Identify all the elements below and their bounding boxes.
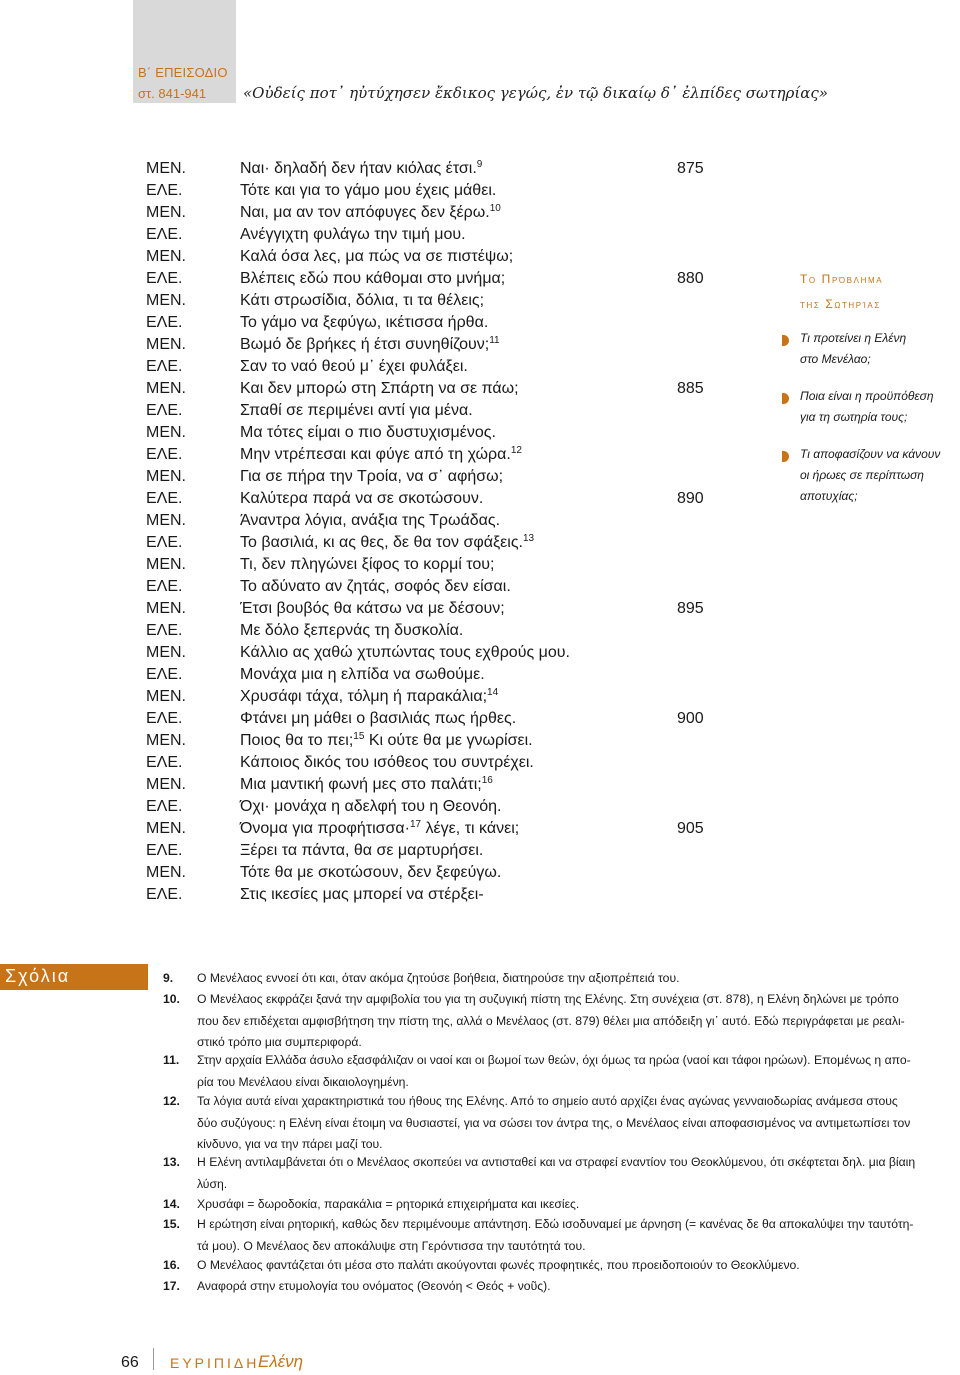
verse-text: Και δεν μπορώ στη Σπάρτη να σε πάω; — [240, 380, 519, 397]
line-number: 890 — [677, 490, 704, 507]
verse-text: Μην ντρέπεσαι και φύγε από τη χώρα.$^{12}$ — [240, 445, 522, 463]
speaker: ΜΕΝ. — [146, 776, 186, 793]
verse-text: Άναντρα λόγια, ανάξια της Τρωάδας. — [240, 512, 501, 529]
speaker: ΜΕΝ. — [146, 292, 186, 309]
speaker: ΕΛΕ. — [146, 490, 183, 507]
speaker: ΜΕΝ. — [146, 336, 186, 353]
scholio: 10. Ο Μενέλαος εκφράζει ξανά την αμφιβολία του για τη συζυγική πίστη της Ελένης. Στη συνέχεια (στ. 878), η Ελένη δηλώνει με τρόπο που δεν επιδέχεται αμφισβήτηση την πίστη της, αλλά ο Μενέλαος (στ. 879) θέλει μια απόδειξη γι᾽ αυτό. Εδώ περιγράφεται με ρεαλι- στικό τρόπο μια συμπεριφορά. — [163, 992, 905, 1049]
scholio: 16. Ο Μενέλαος φαντάζεται ότι μέσα στο παλάτι ακούγονται φωνές προφητικές, που προειδοποιούν το Θεοκλύμενο. — [163, 1258, 800, 1272]
footnote-ref: 10 — [489, 203, 501, 214]
speaker: ΕΛΕ. — [146, 226, 183, 243]
speaker: ΜΕΝ. — [146, 600, 186, 617]
verse-text: Χρυσάφι τάχα, τόλμη ή παρακάλια;$^{14}$ — [240, 687, 499, 705]
speaker: ΕΛΕ. — [146, 710, 183, 727]
verse-text: Τι, δεν πληγώνει ξίφος το κορμί του; — [240, 556, 495, 573]
line-number: 905 — [677, 820, 704, 837]
speaker: ΕΛΕ. — [146, 798, 183, 815]
sidebar-question: Τι αποφασίζουν να κάνουν οι ήρωες σε περίπτωση αποτυχίας; — [782, 444, 954, 507]
speaker: ΕΛΕ. — [146, 886, 183, 903]
verse-text: Τότε και για το γάμο μου έχεις μάθει. — [240, 182, 497, 199]
line-number: 895 — [677, 600, 704, 617]
speaker: ΜΕΝ. — [146, 248, 186, 265]
line-number: 885 — [677, 380, 704, 397]
footnote-ref: 13 — [523, 533, 535, 544]
footnote-ref: 11 — [489, 335, 500, 346]
verse-range: στ. 841-941 — [138, 86, 207, 101]
footer-author: ΕΥΡΙΠΙΔΗ — [170, 1355, 260, 1371]
scholio: 14. Χρυσάφι = δωροδοκία, παρακάλια = ρητορικά επιχειρήματα και ικεσίες. — [163, 1197, 580, 1211]
verse-text: Σπαθί σε περιμένει αντί για μένα. — [240, 402, 473, 419]
speaker: ΜΕΝ. — [146, 644, 186, 661]
page-number: 66 — [121, 1354, 139, 1371]
verse-text: Καλύτερα παρά να σε σκοτώσουν. — [240, 490, 484, 507]
verse-text: Τότε θα με σκοτώσουν, δεν ξεφεύγω. — [240, 864, 502, 881]
line-number: 880 — [677, 270, 704, 287]
speaker: ΜΕΝ. — [146, 160, 186, 177]
verse-text: Όνομα για προφήτισσα·$^{17}$ λέγε, τι κάνει; — [240, 819, 520, 837]
verse-text: Κάλλιο ας χαθώ χτυπώντας τους εχθρούς μου. — [240, 644, 570, 661]
speaker: ΕΛΕ. — [146, 314, 183, 331]
scholio: 11. Στην αρχαία Ελλάδα άσυλο εξασφάλιζαν οι ναοί και οι βωμοί των θεών, όχι όμως τα ηρώα (ναοί και τάφοι ηρώων). Επομένως η απο- ρία του Μενέλαου είναι δικαιολογημένη. — [163, 1053, 911, 1089]
speaker: ΕΛΕ. — [146, 270, 183, 287]
footnote-ref: 17 — [409, 819, 422, 830]
verse-text: Στις ικεσίες μας μπορεί να στέρξει- — [240, 886, 484, 903]
speaker: ΕΛΕ. — [146, 666, 183, 683]
verse-text: Ναι· δηλαδή δεν ήταν κιόλας έτσι.$^9$ — [240, 159, 483, 177]
verse-text: Το βασιλιά, κι ας θες, δε θα τον σφάξεις.$^{13}$ — [240, 533, 535, 551]
verse-text: Βλέπεις εδώ που κάθομαι στο μνήμα; — [240, 270, 506, 287]
speaker: ΕΛΕ. — [146, 402, 183, 419]
speaker: ΕΛΕ. — [146, 534, 183, 551]
episode-label: Β΄ ΕΠΕΙΣΟΔΙΟ — [138, 65, 228, 80]
epigraph-quote: «Οὐδείς ποτ᾽ ηὐτύχησεν ἔκδικος γεγώς, ἐν τῷ δικαίῳ δ᾽ ἐλπίδες σωτηρίας» — [243, 84, 828, 102]
verse-text: Βωμό δε βρήκες ή έτσι συνηθίζουν;$^{11}$ — [240, 335, 500, 353]
verse-text: Ναι, μα αν τον απόφυγες δεν ξέρω.$^{10}$ — [240, 203, 501, 221]
verse-text: Σαν το ναό θεού μ᾽ έχει φυλάξει. — [240, 358, 468, 375]
verse-text: Κάτι στρωσίδια, δόλια, τι τα θέλεις; — [240, 292, 485, 309]
speaker: ΕΛΕ. — [146, 842, 183, 859]
verse-text: Το αδύνατο αν ζητάς, σοφός δεν είσαι. — [240, 578, 511, 595]
verse-text: Φτάνει μη μάθει ο βασιλιάς πως ήρθες. — [240, 710, 517, 727]
verse-text: Μια μαντική φωνή μες στο παλάτι;$^{16}$ — [240, 775, 493, 793]
verse-text: Μα τότες είμαι ο πιο δυστυχισμένος. — [240, 424, 496, 441]
speaker: ΕΛΕ. — [146, 622, 183, 639]
verse-text: Καλά όσα λες, μα πώς να σε πιστέψω; — [240, 248, 514, 265]
speaker: ΜΕΝ. — [146, 380, 186, 397]
sidebar-question: Τι προτείνει η Ελένη στο Μενέλαο; — [782, 328, 954, 370]
speaker: ΜΕΝ. — [146, 820, 186, 837]
sidebar-question: Ποια είναι η προϋπόθεση για τη σωτηρία τους; — [782, 386, 954, 428]
speaker: ΜΕΝ. — [146, 688, 186, 705]
scholio: 13. Η Ελένη αντιλαμβάνεται ότι ο Μενέλαος σκοπεύει να αντισταθεί και να στραφεί εναντίον του Θεοκλύμενου, ότι σκέφτεται δηλ. μια βίαιη λύση. — [163, 1155, 916, 1191]
verse-text: Ξέρει τα πάντα, θα σε μαρτυρήσει. — [240, 842, 484, 859]
speaker: ΕΛΕ. — [146, 182, 183, 199]
speaker: ΕΛΕ. — [146, 358, 183, 375]
footnote-ref: 14 — [487, 687, 499, 698]
verse-text: Έτσι βουβός θα κάτσω να με δέσουν; — [240, 600, 505, 617]
speaker: ΜΕΝ. — [146, 864, 186, 881]
footnote-ref: 15 — [353, 731, 365, 742]
line-number: 875 — [677, 160, 704, 177]
verse-text: Όχι· μονάχα η αδελφή του η Θεονόη. — [240, 798, 502, 815]
scholio: 17. Αναφορά στην ετυμολογία του ονόματος (Θεονόη < Θεός + νοῦς). — [163, 1279, 551, 1293]
speaker: ΜΕΝ. — [146, 204, 186, 221]
sidebar-title: της Σωτηρίας — [800, 297, 881, 311]
line-number: 900 — [677, 710, 704, 727]
speaker: ΕΛΕ. — [146, 754, 183, 771]
footer-divider — [153, 1348, 154, 1370]
speaker: ΕΛΕ. — [146, 446, 183, 463]
verse-text: Για σε πήρα την Τροία, να σ᾽ αφήσω; — [240, 468, 504, 485]
verse-text: Το γάμο να ξεφύγω, ικέτισσα ήρθα. — [240, 314, 489, 331]
speaker: ΜΕΝ. — [146, 556, 186, 573]
verse-text: Κάποιος δικός του ισόθεος του συντρέχει. — [240, 754, 534, 771]
verse-text: Μονάχα μια η ελπίδα να σωθούμε. — [240, 666, 485, 683]
speaker: ΜΕΝ. — [146, 424, 186, 441]
footnote-ref: 9 — [476, 159, 483, 170]
verse-text: Ανέγγιχτη φυλάγω την τιμή μου. — [240, 226, 466, 243]
speaker: ΜΕΝ. — [146, 468, 186, 485]
footnote-ref: 16 — [481, 775, 493, 786]
footer-play-title: Ελένη — [258, 1352, 304, 1371]
scholio: 12. Τα λόγια αυτά είναι χαρακτηριστικά του ήθους της Ελένης. Από το σημείο αυτό αρχίζει ένας αγώνας γενναιοδωρίας ανάμεσα στους δύο συζύγους: η Ελένη είναι έτοιμη να θυσιαστεί, για να σώσει τον άντρα της, ο Μενέλαος είναι αποφασισμένος να αντιμετωπίσει τον κίνδυνο, για να την πάρει μαζί του. — [163, 1094, 911, 1151]
verse-text: Ποιος θα το πει;$^{15}$ Κι ούτε θα με γνωρίσει. — [240, 731, 533, 749]
speaker: ΜΕΝ. — [146, 732, 186, 749]
speaker: ΕΛΕ. — [146, 578, 183, 595]
scholio: 9. Ο Μενέλαος εννοεί ότι και, όταν ακόμα ζητούσε βοήθεια, διατηρούσε την αξιοπρέπειά του. — [163, 971, 680, 985]
scholio: 15. Η ερώτηση είναι ρητορική, καθώς δεν περιμένουμε απάντηση. Εδώ ισοδυναμεί με άρνηση (= κανένας δε θα αποκαλύψει την ταυτότη- τά μου). Ο Μενέλαος δεν αποκάλυψε στη Γερόντισσα την ταυτότητά του. — [163, 1217, 914, 1253]
speaker: ΜΕΝ. — [146, 512, 186, 529]
verse-text: Με δόλο ξεπερνάς τη δυσκολία. — [240, 622, 464, 639]
footnote-ref: 12 — [510, 445, 522, 456]
sidebar-title: Το Πρόβλημα — [800, 272, 884, 286]
